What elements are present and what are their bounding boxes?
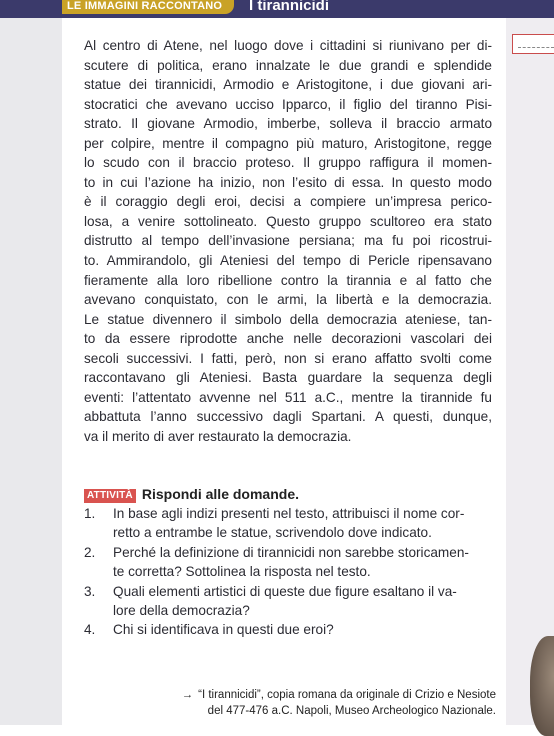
body-line: è il coraggio degli eroi, decisi a compiere un’impresa perico-: [84, 194, 492, 210]
question-text: te corretta? Sottolinea la risposta nel testo.: [113, 564, 371, 580]
section-tag: [62, 0, 234, 14]
left-margin-strip: [0, 18, 62, 725]
question-number: 1.: [84, 506, 96, 521]
page-title: I tirannicidi: [249, 0, 330, 14]
question-number: 3.: [84, 583, 96, 599]
body-text: [84, 36, 492, 446]
question-text: Chi si identificava in questi due eroi?: [113, 622, 334, 638]
caption-line-1: “I tirannicidi”, copia romana da originale di Crizio e Nesiote: [198, 689, 496, 701]
body-line: lo scudo con il braccio proteso. Il gruppo raffigura il momen-: [84, 155, 492, 171]
question-list: [84, 504, 494, 640]
question-item: [84, 620, 494, 639]
body-line: secoli successivi. I fatti, però, non si erano affatto svolti come: [84, 350, 492, 366]
question-text: Perché la definizione di tirannicidi non sarebbe storicamen-: [113, 544, 469, 560]
body-line: fieramente alla loro ribellione contro la tirannia e al fatto che: [84, 272, 492, 288]
body-line: to da essere riprodotte anche nelle decorazioni vascolari dei: [84, 331, 492, 347]
arrow-icon: →: [181, 689, 194, 701]
question-text: In base agli indizi presenti nel testo, attribuisci il nome cor-: [113, 506, 465, 521]
statue-fragment-image: [530, 636, 554, 736]
answer-label-box: [512, 34, 554, 54]
body-line: abbattuta l’anno successivo dagli Spartani. A questi, dunque,: [84, 409, 492, 425]
body-line: distrutto al tempo dell’invasione persiana; ma fu poi ricostrui-: [84, 233, 492, 249]
body-line: per colpire, mentre il compagno più maturo, Aristogitone, regge: [84, 135, 492, 151]
question-number: 2.: [84, 544, 96, 560]
question-item: [84, 582, 494, 621]
body-line: stocratici che avevano ucciso Ipparco, il figlio del tiranno Pisi-: [84, 96, 492, 112]
question-text: Quali elementi artistici di queste due figure esaltano il va-: [113, 583, 457, 599]
body-line: raccontavano gli Ateniesi. Basta guardare la sequenza degli: [84, 370, 492, 386]
question-item: [84, 543, 494, 582]
body-line: statue dei tirannicidi, Armodio e Aristogitone, i due giovani ari-: [84, 77, 492, 93]
body-line: Al centro di Atene, nel luogo dove i cittadini si riunivano per di-: [84, 38, 492, 53]
body-line: va il merito di aver restaurato la democrazia.: [84, 428, 352, 444]
question-number: 4.: [84, 622, 96, 638]
activity-badge: ATTIVITÀ: [84, 489, 136, 503]
caption-line-2: del 477-476 a.C. Napoli, Museo Archeologico Nazionale.: [207, 704, 496, 717]
question-text: retto a entrambe le statue, scrivendolo dove indicato.: [113, 525, 432, 541]
header-bar: [0, 0, 554, 18]
body-line: avevano conquistato, con le armi, la libertà e la democrazia.: [84, 292, 492, 308]
section-tag-label: LE IMMAGINI RACCONTANO: [67, 0, 223, 12]
body-line: scutere di politica, erano innalzate le due grandi e splendide: [84, 57, 492, 73]
body-line: to. Ammirandolo, gli Ateniesi del tempo di Pericle ripensavano: [84, 253, 492, 269]
question-item: [84, 504, 494, 543]
question-text: lore della democrazia?: [113, 602, 250, 618]
activity-heading: [84, 484, 494, 504]
activity-section: [84, 484, 494, 640]
image-caption: [140, 688, 496, 719]
body-line: eventi: l’attentato avvenne nel 511 a.C., mentre la tirannide fu: [84, 389, 492, 405]
body-line: losa, a venire sottolineato. Questo gruppo scultoreo era stato: [84, 213, 492, 229]
body-line: to in cui l’azione ha inizio, non l’esito di essa. In questo modo: [84, 174, 492, 190]
activity-title: Rispondi alle domande.: [141, 486, 299, 502]
body-line: Le statue divennero il simbolo della democrazia ateniese, tan-: [84, 311, 492, 327]
right-image-strip: [506, 18, 554, 725]
body-line: strato. Il giovane Armodio, imberbe, solleva il braccio armato: [84, 116, 492, 132]
